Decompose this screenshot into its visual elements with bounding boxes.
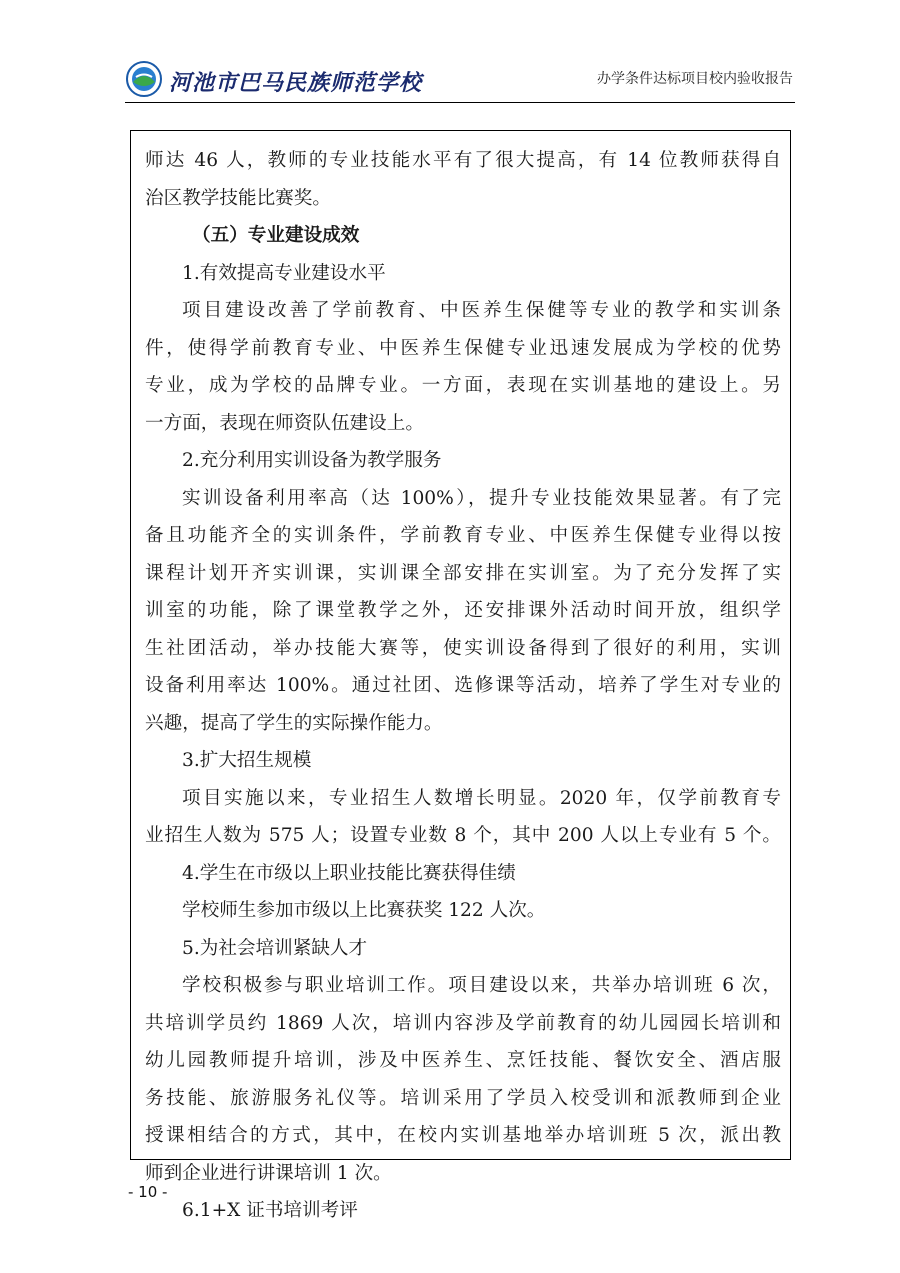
paragraph-line: 学校积极参与职业培训工作。项目建设以来，共举办培训班 6 次， bbox=[182, 975, 781, 996]
paragraph-line: 备且功能齐全的实训条件，学前教育专业、中医养生保健专业得以按 bbox=[145, 525, 781, 546]
paragraph-line: 共培训学员约 1869 人次，培训内容涉及学前教育的幼儿园园长培训和 bbox=[145, 1012, 781, 1034]
paragraph-line: 件，使得学前教育专业、中医养生保健专业迅速发展成为学校的优势 bbox=[145, 337, 781, 359]
paragraph-line: 课程计划开齐实训课，实训课全部安排在实训室。为了充分发挥了实 bbox=[145, 562, 781, 584]
report-title: 办学条件达标项目校内验收报告 bbox=[597, 71, 793, 87]
paragraph-line: 训室的功能，除了课堂教学之外，还安排课外活动时间开放，组织学 bbox=[145, 600, 781, 621]
subsection-heading: 1.有效提高专业建设水平 bbox=[182, 262, 386, 284]
paragraph-line: 师到企业进行讲课培训 1 次。 bbox=[145, 1162, 392, 1184]
page-number: - 10 - bbox=[128, 1183, 168, 1201]
paragraph-line: 项目实施以来，专业招生人数增长明显。2020 年，仅学前教育专 bbox=[182, 787, 781, 809]
header-divider bbox=[125, 102, 795, 103]
paragraph-line: 学校师生参加市级以上比赛获奖 122 人次。 bbox=[182, 900, 546, 921]
page-header bbox=[125, 60, 795, 104]
paragraph-line: 专业，成为学校的品牌专业。一方面，表现在实训基地的建设上。另 bbox=[145, 375, 781, 396]
paragraph-line: 实训设备利用率高（达 100%），提升专业技能效果显著。有了完 bbox=[182, 487, 781, 509]
subsection-heading: 4.学生在市级以上职业技能比赛获得佳绩 bbox=[182, 862, 516, 884]
paragraph-line: 一方面，表现在师资队伍建设上。 bbox=[145, 412, 424, 434]
paragraph-line: 幼儿园教师提升培训，涉及中医养生、烹饪技能、餐饮安全、酒店服 bbox=[145, 1050, 781, 1071]
paragraph-line: 业招生人数为 575 人；设置专业数 8 个，其中 200 人以上专业有 5 个。 bbox=[145, 825, 781, 846]
school-name: 河池市巴马民族师范学校 bbox=[169, 70, 423, 96]
subsection-heading: 6.1+X 证书培训考评 bbox=[182, 1200, 358, 1221]
subsection-heading: 5.为社会培训紧缺人才 bbox=[182, 937, 368, 959]
paragraph-line: 项目建设改善了学前教育、中医养生保健等专业的教学和实训条 bbox=[182, 300, 781, 321]
document-body bbox=[145, 142, 781, 1230]
school-logo-icon bbox=[125, 60, 163, 98]
subsection-heading: 2.充分利用实训设备为教学服务 bbox=[182, 450, 442, 471]
paragraph-line: 兴趣，提高了学生的实际操作能力。 bbox=[145, 712, 443, 734]
subsection-heading: 3.扩大招生规模 bbox=[182, 750, 312, 771]
paragraph-line: 授课相结合的方式，其中，在校内实训基地举办培训班 5 次，派出教 bbox=[145, 1125, 781, 1146]
paragraph-line: 生社团活动，举办技能大赛等，使实训设备得到了很好的利用，实训 bbox=[145, 637, 781, 659]
paragraph-line: 设备利用率达 100%。通过社团、选修课等活动，培养了学生对专业的 bbox=[145, 675, 781, 696]
section-heading: （五）专业建设成效 bbox=[192, 225, 360, 246]
paragraph-line: 师达 46 人，教师的专业技能水平有了很大提高，有 14 位教师获得自 bbox=[145, 150, 781, 171]
paragraph-line: 务技能、旅游服务礼仪等。培训采用了学员入校受训和派教师到企业 bbox=[145, 1087, 781, 1109]
paragraph-line: 治区教学技能比赛奖。 bbox=[145, 187, 331, 209]
